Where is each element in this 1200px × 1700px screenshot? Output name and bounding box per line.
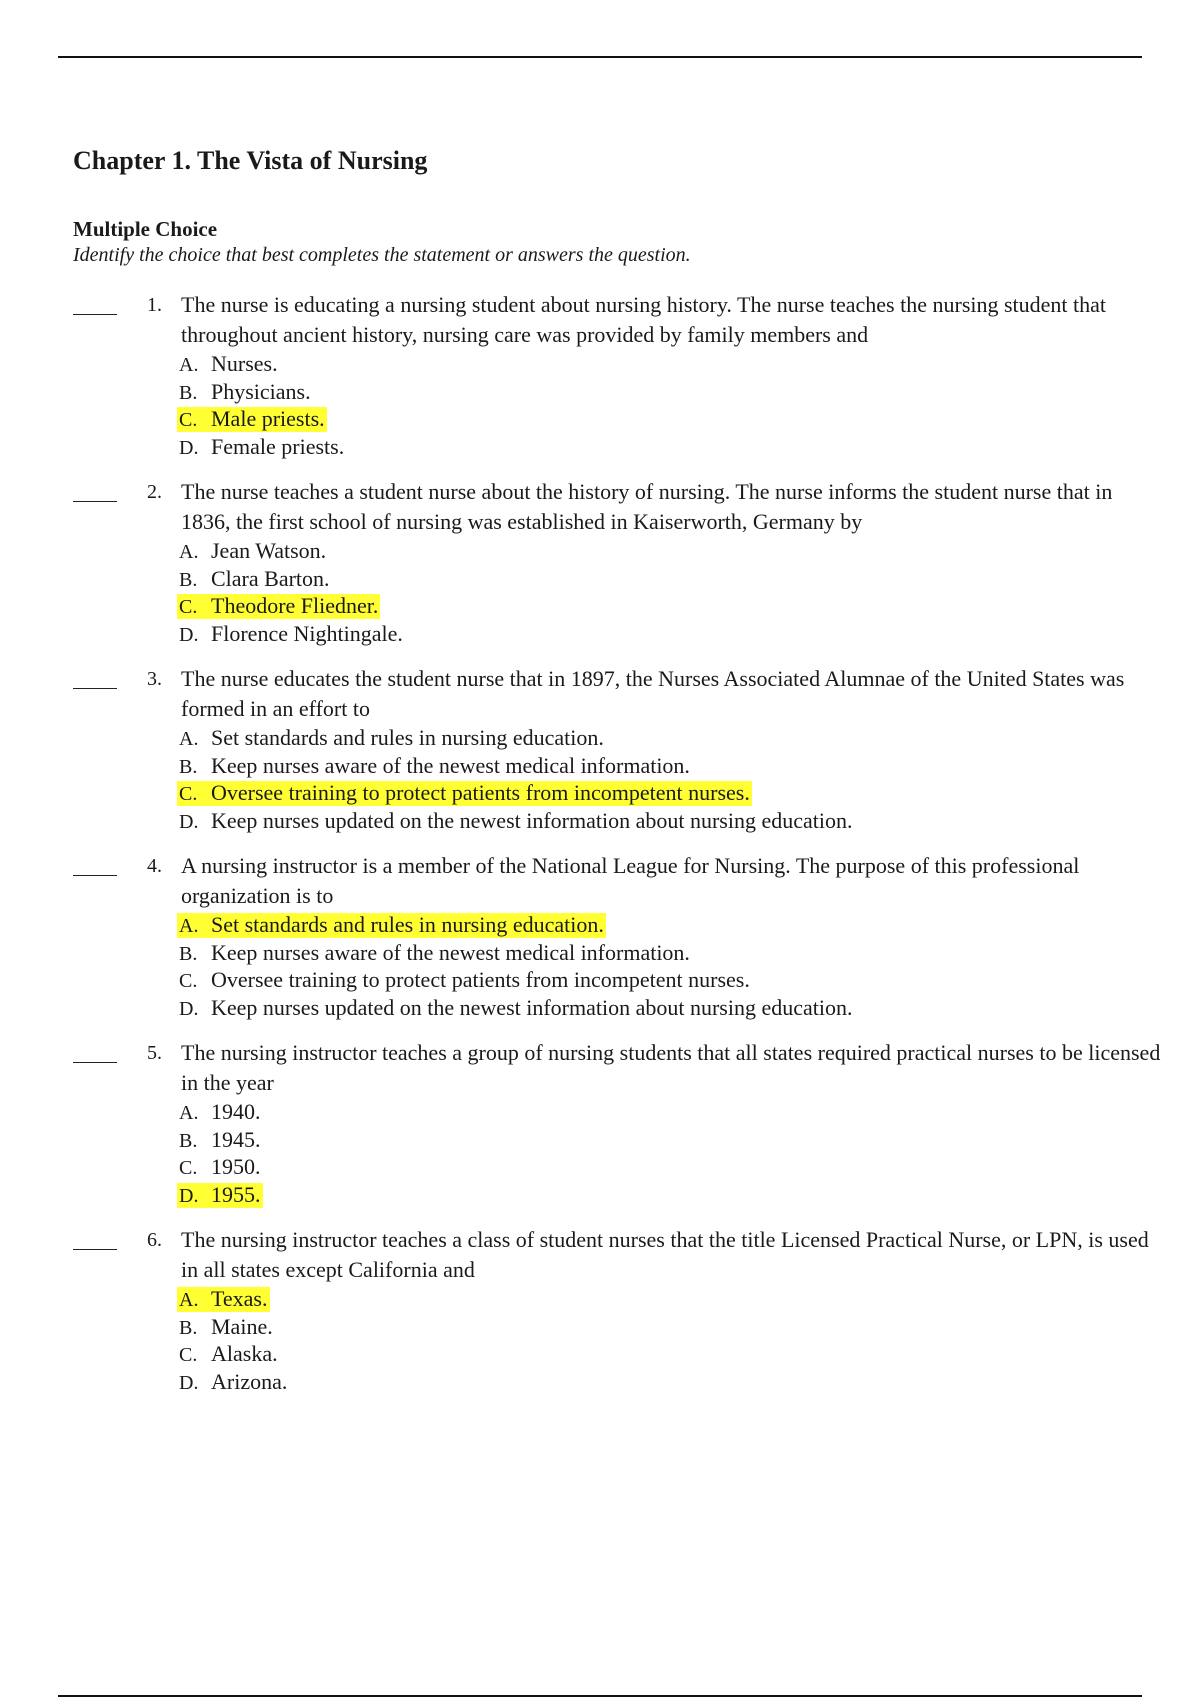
question-4 [73, 851, 1163, 1021]
footer-rule [58, 1695, 1142, 1697]
option-text: Keep nurses updated on the newest information about nursing education. [211, 994, 853, 1020]
option-letter: B. [179, 1129, 198, 1152]
option-content [177, 407, 327, 432]
question-1 [73, 290, 1163, 460]
option-text: Nurses. [211, 351, 278, 376]
question-6 [73, 1225, 1163, 1395]
question-2 [73, 477, 1163, 647]
question-number: 2. [147, 481, 162, 503]
option-content [177, 781, 752, 806]
option-text: Keep nurses aware of the newest medical information. [211, 752, 690, 778]
answer-options [177, 911, 1163, 1021]
question-5-option-3 [177, 1153, 1163, 1181]
option-text: Keep nurses updated on the newest information about nursing education. [211, 807, 853, 833]
question-5-option-2 [177, 1126, 1163, 1154]
answer-options [177, 537, 1163, 647]
option-letter: B. [179, 942, 198, 965]
option-letter: C. [179, 1157, 198, 1179]
question-4-option-1 [177, 911, 1163, 939]
question-2-option-4 [177, 620, 1163, 648]
option-text: Oversee training to protect patients from incompetent nurses. [211, 967, 750, 992]
question-stem: The nurse educates the student nurse that in 1897, the Nurses Associated Alumnae of the United States was formed in an effort to [181, 666, 1125, 721]
question-1-option-3 [177, 405, 1163, 433]
question-5-option-4 [177, 1181, 1163, 1209]
option-text: 1950. [211, 1154, 261, 1179]
option-content [177, 941, 692, 966]
option-text: Florence Nightingale. [211, 620, 403, 646]
question-6-option-3 [177, 1340, 1163, 1368]
option-content [177, 1100, 263, 1125]
option-text: Male priests. [211, 406, 325, 431]
option-text: 1955. [211, 1181, 261, 1207]
option-letter: D. [179, 1371, 199, 1394]
option-letter: C. [179, 970, 198, 992]
question-stem: The nursing instructor teaches a group of nursing students that all states required practical nurses to be licensed in the year [181, 1040, 1161, 1095]
option-content [177, 622, 405, 647]
option-text: Female priests. [211, 433, 345, 459]
option-text: 1940. [211, 1099, 261, 1124]
option-letter: C. [179, 596, 198, 618]
answer-blank-1[interactable] [73, 297, 117, 315]
option-content [177, 913, 606, 938]
header-rule [58, 56, 1142, 58]
option-content [177, 1287, 270, 1312]
question-2-option-1 [177, 537, 1163, 565]
option-text: 1945. [211, 1126, 261, 1152]
question-4-option-2 [177, 939, 1163, 967]
option-content [177, 968, 752, 993]
option-content [177, 754, 692, 779]
section-title: Multiple Choice [73, 217, 218, 241]
option-letter: B. [179, 1316, 198, 1339]
option-text: Maine. [211, 1313, 273, 1339]
option-letter: A. [179, 728, 199, 750]
option-letter: D. [179, 1184, 199, 1207]
question-4-option-4 [177, 994, 1163, 1022]
question-6-option-4 [177, 1368, 1163, 1396]
option-letter: D. [179, 810, 199, 833]
question-3-option-3 [177, 779, 1163, 807]
option-letter: D. [179, 623, 199, 646]
option-letter: A. [179, 354, 199, 376]
option-content [177, 1155, 263, 1180]
answer-blank-6[interactable] [73, 1232, 117, 1250]
question-5-option-1 [177, 1098, 1163, 1126]
option-content [177, 1370, 289, 1395]
answer-options [177, 1098, 1163, 1208]
question-3 [73, 664, 1163, 834]
chapter-title: Chapter 1. The Vista of Nursing [73, 146, 428, 175]
option-text: Jean Watson. [211, 538, 327, 563]
option-letter: A. [179, 1289, 199, 1311]
question-list [73, 290, 1163, 1395]
answer-blank-4[interactable] [73, 858, 117, 876]
question-1-option-1 [177, 350, 1163, 378]
option-content [177, 435, 346, 460]
option-letter: B. [179, 381, 198, 404]
option-content [177, 809, 855, 834]
option-text: Oversee training to protect patients from incompetent nurses. [211, 780, 750, 805]
option-text: Set standards and rules in nursing education. [211, 725, 604, 750]
answer-blank-2[interactable] [73, 484, 117, 502]
answer-blank-5[interactable] [73, 1045, 117, 1063]
question-stem: The nursing instructor teaches a class of student nurses that the title Licensed Practical Nurse, or LPN, is used in all states except California and [181, 1227, 1149, 1282]
option-content [177, 726, 606, 751]
option-content [177, 1128, 263, 1153]
option-text: Alaska. [211, 1341, 278, 1366]
option-text: Texas. [211, 1286, 268, 1311]
question-stem: A nursing instructor is a member of the National League for Nursing. The purpose of this professional organization is to [181, 853, 1080, 908]
option-letter: A. [179, 915, 199, 937]
question-number: 4. [147, 855, 162, 877]
answer-options [177, 724, 1163, 834]
option-text: Set standards and rules in nursing education. [211, 912, 604, 937]
question-1-option-4 [177, 433, 1163, 461]
question-3-option-2 [177, 752, 1163, 780]
question-number: 5. [147, 1042, 162, 1064]
option-content [177, 539, 328, 564]
option-text: Theodore Fliedner. [211, 593, 379, 618]
option-letter: B. [179, 568, 198, 591]
answer-blank-3[interactable] [73, 671, 117, 689]
option-content [177, 996, 855, 1021]
option-letter: A. [179, 1102, 199, 1124]
question-6-option-1 [177, 1285, 1163, 1313]
option-content [177, 1315, 275, 1340]
question-1-option-2 [177, 378, 1163, 406]
instructions: Identify the choice that best completes the statement or answers the question. [73, 244, 691, 266]
question-2-option-3 [177, 592, 1163, 620]
option-text: Arizona. [211, 1368, 288, 1394]
question-4-option-3 [177, 966, 1163, 994]
answer-options [177, 1285, 1163, 1395]
option-text: Clara Barton. [211, 565, 330, 591]
question-5 [73, 1038, 1163, 1208]
question-3-option-4 [177, 807, 1163, 835]
document-body [73, 144, 1163, 1412]
option-content [177, 352, 280, 377]
question-2-option-2 [177, 565, 1163, 593]
option-content [177, 567, 332, 592]
option-content [177, 1183, 263, 1208]
question-6-option-2 [177, 1313, 1163, 1341]
question-stem: The nurse teaches a student nurse about the history of nursing. The nurse informs the student nurse that in 1836, the first school of nursing was established in Kaiserworth, Germany by [181, 479, 1113, 534]
question-number: 1. [147, 294, 162, 316]
option-text: Keep nurses aware of the newest medical information. [211, 939, 690, 965]
option-letter: B. [179, 755, 198, 778]
question-number: 3. [147, 668, 162, 690]
option-content [177, 380, 313, 405]
option-letter: D. [179, 436, 199, 459]
option-text: Physicians. [211, 378, 311, 404]
question-number: 6. [147, 1229, 162, 1251]
option-letter: C. [179, 409, 198, 431]
option-content [177, 594, 380, 619]
option-content [177, 1342, 280, 1367]
question-3-option-1 [177, 724, 1163, 752]
option-letter: C. [179, 1344, 198, 1366]
option-letter: C. [179, 783, 198, 805]
question-stem: The nurse is educating a nursing student about nursing history. The nurse teaches the nursing student that throughout ancient history, nursing care was provided by family members and [181, 292, 1107, 347]
answer-options [177, 350, 1163, 460]
option-letter: A. [179, 541, 199, 563]
option-letter: D. [179, 997, 199, 1020]
